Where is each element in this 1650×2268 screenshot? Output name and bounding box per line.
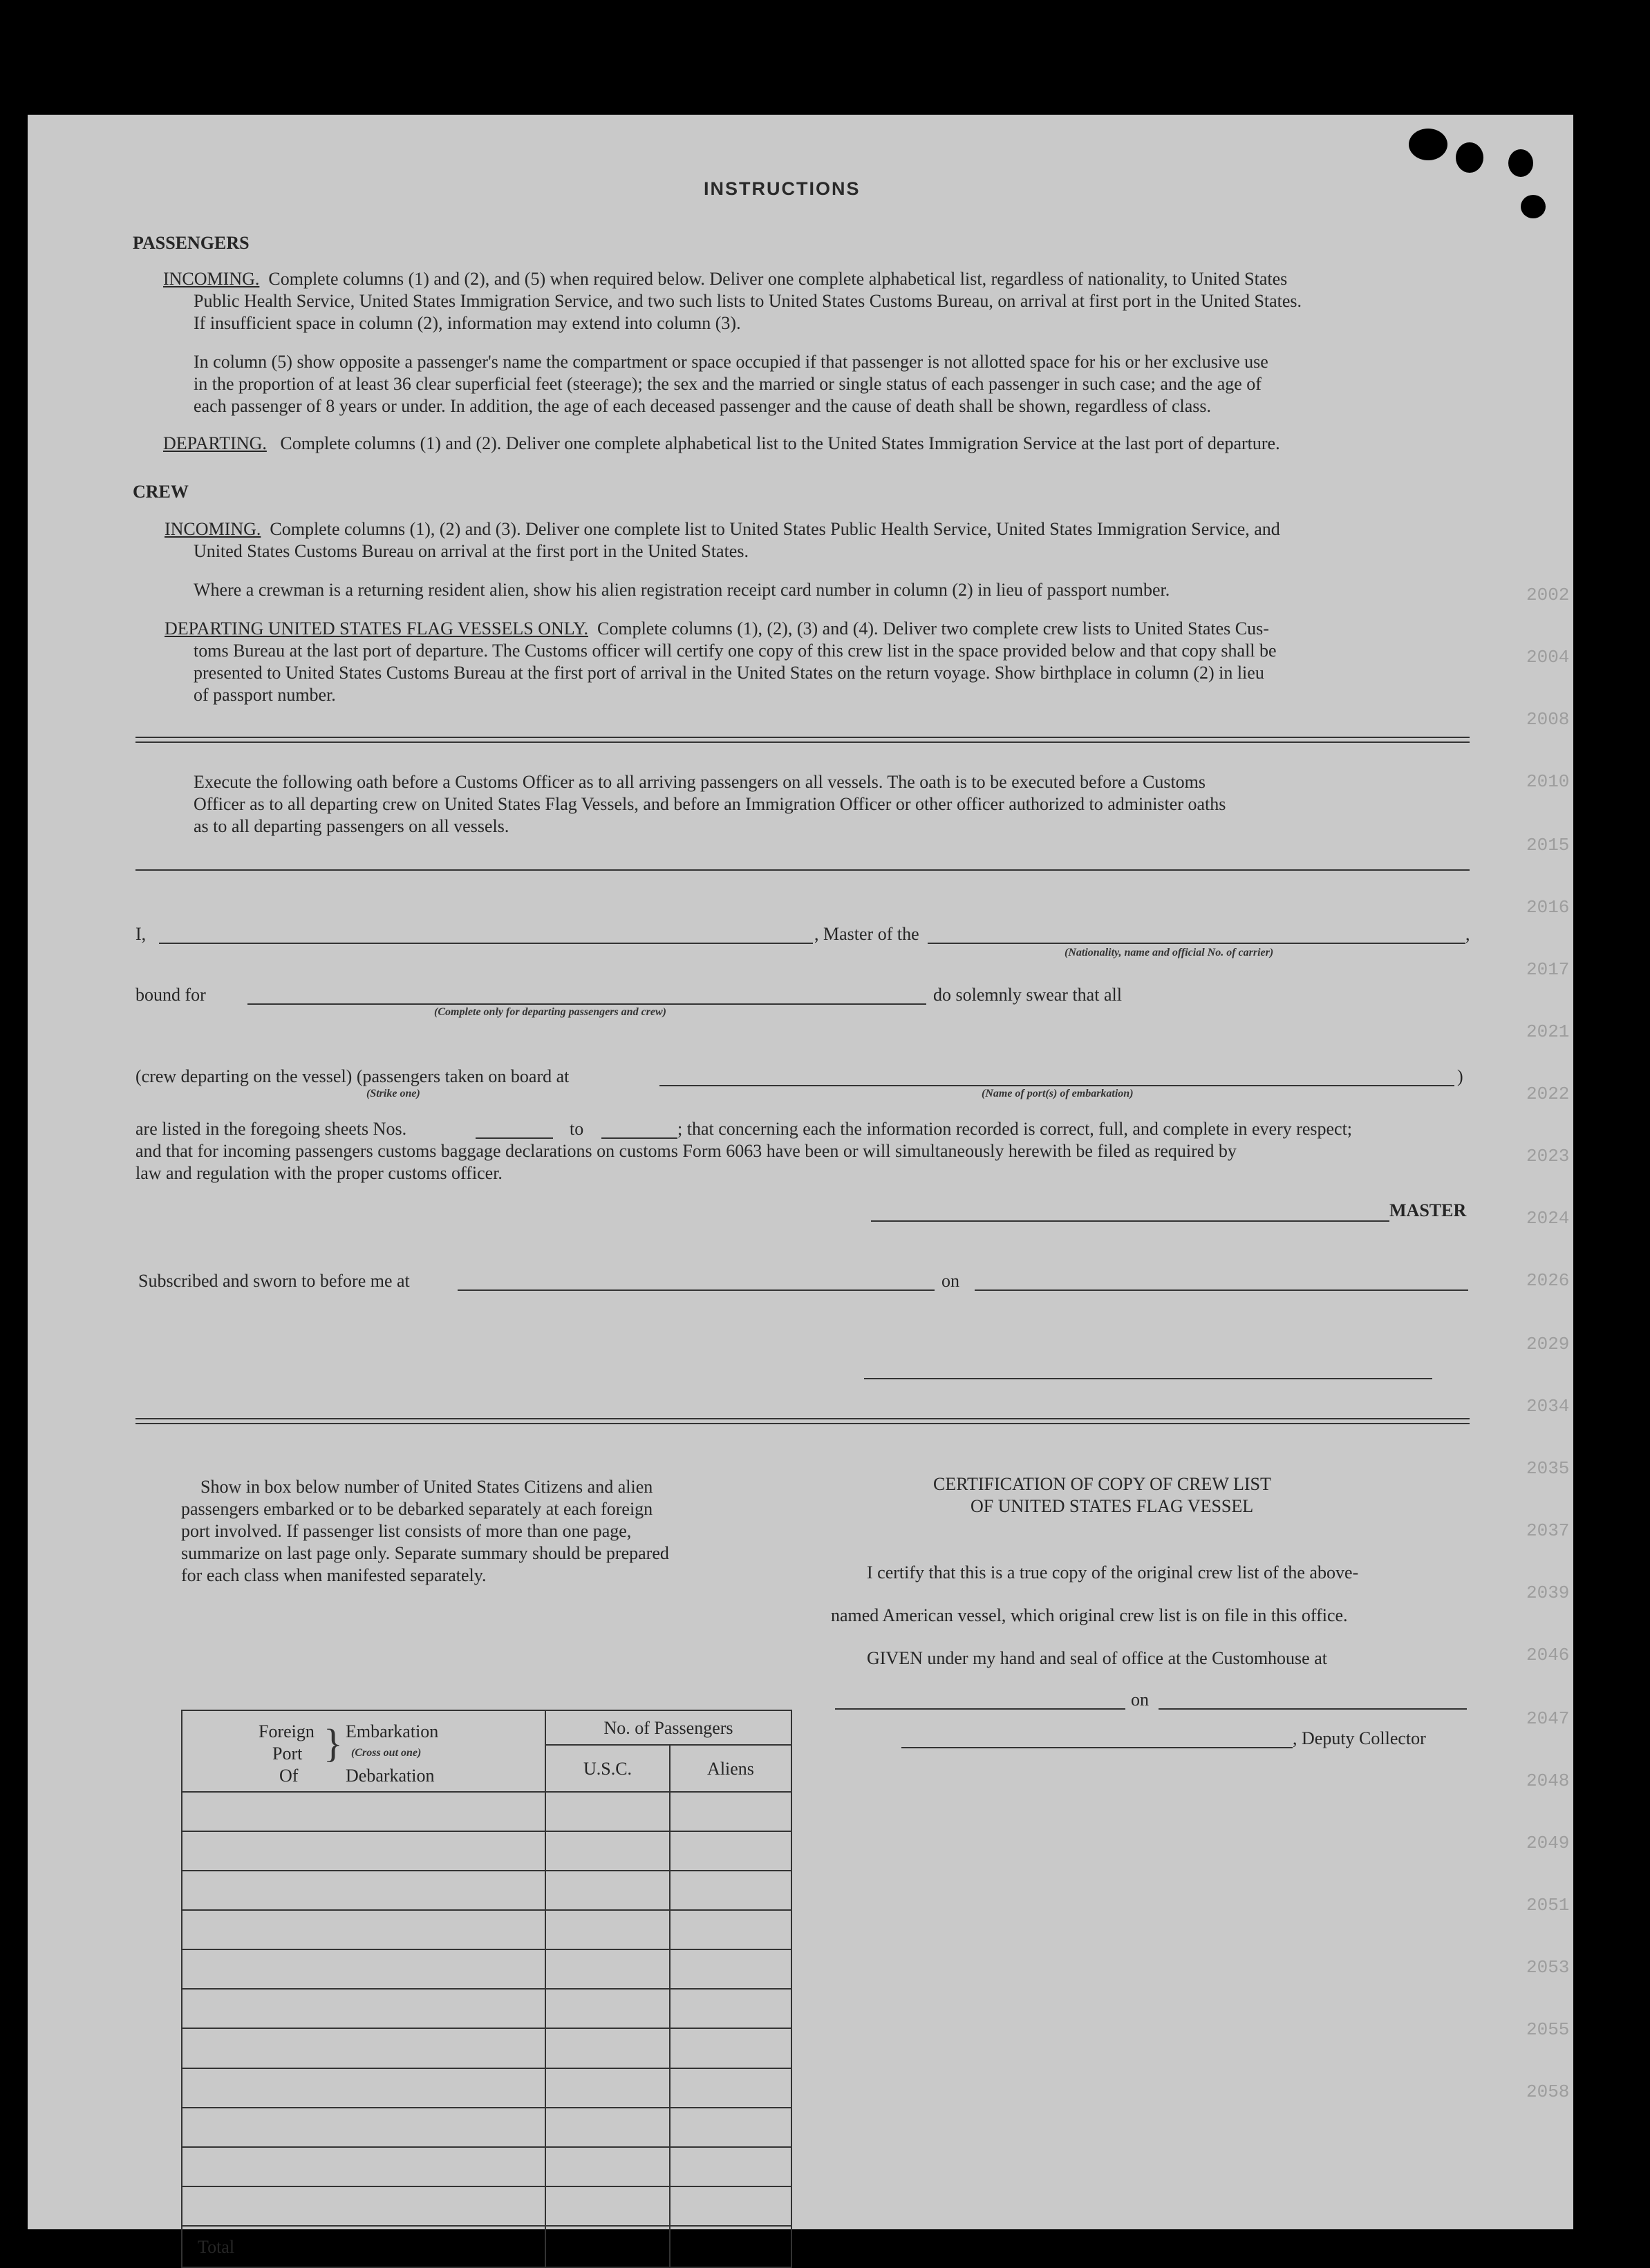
section-divider <box>135 737 1470 743</box>
crew-flag-label: DEPARTING UNITED STATES FLAG VESSELS ONLY. <box>165 618 588 639</box>
ports-hint: (Name of port(s) of embarkation) <box>982 1088 1134 1099</box>
passenger-summary-table <box>181 1710 792 2268</box>
certification-line1: I certify that this is a true copy of the original crew list of the above- <box>867 1562 1359 1582</box>
summary-aliens-cell[interactable] <box>670 1871 791 1910</box>
ghost-number: 2058 <box>1526 2081 1570 2102</box>
certification-line2: named American vessel, which original crew list is on file in this office. <box>831 1605 1348 1625</box>
port-header-cell <box>182 1710 545 1792</box>
foreign-label: Foreign <box>259 1721 315 1741</box>
total-label: Total <box>198 2236 235 2257</box>
ghost-number: 2017 <box>1526 959 1570 980</box>
summary-row <box>182 1910 791 1949</box>
no-passengers-label: No. of Passengers <box>603 1717 733 1738</box>
listed-sheets-text: ; that concerning each the information recorded is correct, full, and complete in every respect; <box>677 1119 1353 1139</box>
ghost-number: 2026 <box>1526 1270 1570 1291</box>
page-title: INSTRUCTIONS <box>704 178 861 199</box>
ghost-number: 2002 <box>1526 585 1570 605</box>
summary-row <box>182 1831 791 1871</box>
summary-port-cell[interactable] <box>182 2186 545 2226</box>
bound-for-hint: (Complete only for departing passengers and crew) <box>434 1006 666 1018</box>
ink-blot-4 <box>1521 195 1546 218</box>
crew-flag-line2: toms Bureau at the last port of departure. The Customs officer will certify one copy of this crew list in the space provided below and that copy shall be <box>194 641 1277 661</box>
summary-row <box>182 2028 791 2068</box>
summary-divider <box>135 1418 1470 1424</box>
debarkation-label: Debarkation <box>346 1766 435 1786</box>
summary-row <box>182 1792 791 1831</box>
carrier-comma: , <box>1465 924 1470 944</box>
summary-port-cell[interactable] <box>182 1949 545 1989</box>
ghost-number: 2048 <box>1526 1770 1570 1791</box>
ghost-number: 2051 <box>1526 1895 1570 1916</box>
carrier-hint: (Nationality, name and official No. of carrier) <box>1065 947 1274 958</box>
passengers-incoming-line2: Public Health Service, United States Immigration Service, and two such lists to United States Customs Bureau, on arrival at first port in the United States. <box>194 291 1302 311</box>
crew-flag-line3: presented to United States Customs Bureau at the first port of arrival in the United States on the return voyage. Show birthplace in column (2) in lieu <box>194 663 1264 683</box>
customhouse-location-field[interactable] <box>835 1708 1125 1710</box>
certification-title1: CERTIFICATION OF COPY OF CREW LIST <box>933 1474 1271 1494</box>
listed-line2: and that for incoming passengers customs baggage declarations on customs Form 6063 have been or will simultaneously herewith be filed as required by <box>135 1141 1237 1161</box>
col5-line3: each passenger of 8 years or under. In addition, the age of each deceased passenger and the cause of death shall be shown, regardless of class. <box>194 396 1212 416</box>
bound-for-label: bound for <box>135 985 206 1005</box>
carrier-field[interactable] <box>928 943 1465 944</box>
master-signature-field[interactable] <box>871 1220 1389 1222</box>
summary-row <box>182 1871 791 1910</box>
ghost-number: 2046 <box>1526 1645 1570 1665</box>
summary-intro-line3: port involved. If passenger list consists of more than one page, <box>181 1521 632 1541</box>
ink-blot-2 <box>1456 142 1483 173</box>
ghost-number: 2016 <box>1526 897 1570 918</box>
summary-usc-cell[interactable] <box>545 1871 670 1910</box>
port-label: Port <box>272 1743 303 1764</box>
oath-intro-line3: as to all departing passengers on all vessels. <box>194 816 509 836</box>
ghost-number: 2008 <box>1526 709 1570 730</box>
summary-intro-line5: for each class when manifested separately. <box>181 1565 487 1585</box>
ghost-number: 2049 <box>1526 1833 1570 1853</box>
crew-heading: CREW <box>133 482 189 502</box>
summary-total-row <box>182 2226 791 2267</box>
summary-row <box>182 2186 791 2226</box>
ghost-number: 2039 <box>1526 1582 1570 1603</box>
summary-port-cell[interactable] <box>182 1871 545 1910</box>
crew-departing-label: (crew departing on the vessel) (passengers taken on board at <box>135 1066 570 1086</box>
summary-usc-cell[interactable] <box>545 2068 670 2108</box>
sheet-to-label: to <box>570 1119 584 1139</box>
summary-usc-cell[interactable] <box>545 2147 670 2186</box>
ghost-number: 2034 <box>1526 1396 1570 1417</box>
bound-for-field[interactable] <box>247 1003 926 1005</box>
usc-label: U.S.C. <box>583 1758 632 1779</box>
listed-sheets-label: are listed in the foregoing sheets Nos. <box>135 1119 407 1139</box>
form-sheet <box>28 115 1573 2257</box>
ghost-number: 2024 <box>1526 1208 1570 1229</box>
swear-label: do solemnly swear that all <box>933 985 1122 1005</box>
ghost-number: 2053 <box>1526 1957 1570 1978</box>
ghost-number: 2029 <box>1526 1334 1570 1354</box>
summary-aliens-cell[interactable] <box>670 1831 791 1871</box>
listed-line3: law and regulation with the proper customs officer. <box>135 1163 503 1183</box>
master-name-field[interactable] <box>159 943 813 944</box>
crew-flag-line4: of passport number. <box>194 685 336 705</box>
summary-port-cell[interactable] <box>182 1792 545 1831</box>
crew-flag-text: Complete columns (1), (2), (3) and (4). Deliver two complete crew lists to United States Cus- <box>597 618 1269 639</box>
certification-line3: GIVEN under my hand and seal of office at the Customhouse at <box>867 1648 1327 1668</box>
ghost-number: 2055 <box>1526 2019 1570 2040</box>
sworn-date-field[interactable] <box>975 1289 1468 1291</box>
summary-usc-cell[interactable] <box>545 1831 670 1871</box>
summary-intro-line4: summarize on last page only. Separate summary should be prepared <box>181 1543 669 1563</box>
passengers-departing <box>163 433 1280 454</box>
passengers-incoming-text: Complete columns (1) and (2), and (5) when required below. Deliver one complete alphabetical list, regardless of nationality, to United States <box>268 269 1288 289</box>
summary-port-cell[interactable] <box>182 2028 545 2068</box>
total-usc-cell[interactable] <box>545 2226 670 2267</box>
summary-port-cell[interactable] <box>182 1831 545 1871</box>
usc-header <box>545 1745 670 1792</box>
summary-aliens-cell[interactable] <box>670 1910 791 1949</box>
certification-title2: OF UNITED STATES FLAG VESSEL <box>971 1496 1254 1516</box>
summary-usc-cell[interactable] <box>545 1792 670 1831</box>
sheet-from-field[interactable] <box>476 1137 553 1139</box>
sworn-location-field[interactable] <box>458 1289 935 1291</box>
embarkation-ports-field[interactable] <box>659 1085 1454 1086</box>
summary-port-cell[interactable] <box>182 1989 545 2028</box>
ghost-number: 2047 <box>1526 1708 1570 1729</box>
sheet-to-field[interactable] <box>601 1137 677 1139</box>
summary-usc-cell[interactable] <box>545 1910 670 1949</box>
of-label: Of <box>279 1766 299 1786</box>
strike-one-hint: (Strike one) <box>366 1088 420 1099</box>
crew-flag-line1 <box>165 618 1269 639</box>
summary-aliens-cell[interactable] <box>670 2068 791 2108</box>
summary-row <box>182 1949 791 1989</box>
sworn-on-label: on <box>941 1271 959 1291</box>
crew-incoming-label: INCOMING. <box>165 519 261 539</box>
embarkation-label: Embarkation <box>346 1721 439 1741</box>
summary-port-cell[interactable] <box>182 1910 545 1949</box>
brace-icon: } <box>324 1721 343 1766</box>
summary-row <box>182 2147 791 2186</box>
summary-port-cell[interactable] <box>182 2147 545 2186</box>
summary-intro-line1: Show in box below number of United States Citizens and alien <box>200 1477 653 1497</box>
deputy-collector-signature-field[interactable] <box>901 1747 1293 1748</box>
cross-out-hint: (Cross out one) <box>351 1747 422 1759</box>
subscribed-label: Subscribed and sworn to before me at <box>138 1271 410 1291</box>
ghost-number: 2021 <box>1526 1021 1570 1042</box>
col5-line2: in the proportion of at least 36 clear superficial feet (steerage); the sex and the married or single status of each passenger in such case; and the age of <box>194 374 1262 394</box>
summary-port-cell[interactable] <box>182 2068 545 2108</box>
summary-usc-cell[interactable] <box>545 1989 670 2028</box>
summary-usc-cell[interactable] <box>545 2108 670 2147</box>
passengers-heading: PASSENGERS <box>133 233 250 253</box>
summary-aliens-cell[interactable] <box>670 2108 791 2147</box>
aliens-label: Aliens <box>707 1758 754 1779</box>
summary-usc-cell[interactable] <box>545 2186 670 2226</box>
crew-incoming-text: Complete columns (1), (2) and (3). Deliver one complete list to United States Public Health Service, United States Immigration Service, and <box>270 519 1280 539</box>
summary-row <box>182 1989 791 2028</box>
summary-usc-cell[interactable] <box>545 1949 670 1989</box>
total-label-cell <box>182 2226 545 2267</box>
ink-blot-3 <box>1508 149 1533 177</box>
summary-aliens-cell[interactable] <box>670 1949 791 1989</box>
summary-port-cell[interactable] <box>182 2108 545 2147</box>
master-of-the-label: , Master of the <box>814 924 919 944</box>
summary-aliens-cell[interactable] <box>670 1792 791 1831</box>
certification-date-field[interactable] <box>1159 1708 1467 1710</box>
crew-incoming-line1 <box>165 518 1280 540</box>
ghost-number: 2015 <box>1526 835 1570 856</box>
ghost-number: 2037 <box>1526 1520 1570 1541</box>
summary-aliens-cell[interactable] <box>670 1989 791 2028</box>
oath-divider <box>135 869 1470 871</box>
ghost-number: 2035 <box>1526 1458 1570 1479</box>
passengers-incoming-label: INCOMING. <box>163 269 260 289</box>
summary-aliens-cell[interactable] <box>670 2186 791 2226</box>
ink-blot-1 <box>1409 129 1447 160</box>
summary-row <box>182 2108 791 2147</box>
summary-usc-cell[interactable] <box>545 2028 670 2068</box>
passengers-incoming-line3: If insufficient space in column (2), information may extend into column (3). <box>194 313 741 333</box>
total-aliens-cell[interactable] <box>670 2226 791 2267</box>
summary-aliens-cell[interactable] <box>670 2028 791 2068</box>
master-label: MASTER <box>1389 1200 1467 1220</box>
ghost-number: 2023 <box>1526 1146 1570 1166</box>
passengers-departing-text: Complete columns (1) and (2). Deliver one complete alphabetical list to the United States Immigration Service at the last port of departure. <box>280 433 1280 453</box>
col5-line1: In column (5) show opposite a passenger's name the compartment or space occupied if that passenger is not allotted space for his or her exclusive use <box>194 352 1268 372</box>
summary-aliens-cell[interactable] <box>670 2147 791 2186</box>
oath-intro-line2: Officer as to all departing crew on United States Flag Vessels, and before an Immigration Officer or other officer authorized to administer oaths <box>194 794 1226 814</box>
passengers-incoming-line1 <box>163 268 1287 290</box>
ghost-number: 2022 <box>1526 1084 1570 1104</box>
no-passengers-header <box>545 1710 791 1745</box>
close-paren: ) <box>1457 1066 1463 1086</box>
ghost-number: 2010 <box>1526 771 1570 792</box>
crew-incoming-line2: United States Customs Bureau on arrival at the first port in the United States. <box>194 541 749 561</box>
certification-on-label: on <box>1131 1690 1149 1710</box>
crew-resident-line: Where a crewman is a returning resident alien, show his alien registration receipt card number in column (2) in lieu of passport number. <box>194 580 1170 600</box>
aliens-header <box>670 1745 791 1792</box>
officer-signature-field[interactable] <box>864 1378 1432 1379</box>
oath-intro-line1: Execute the following oath before a Customs Officer as to all arriving passengers on all vessels. The oath is to be executed before a Customs <box>194 772 1206 792</box>
summary-intro-line2: passengers embarked or to be debarked separately at each foreign <box>181 1499 653 1519</box>
oath-i-label: I, <box>135 924 147 944</box>
ghost-number: 2004 <box>1526 647 1570 668</box>
summary-row <box>182 2068 791 2108</box>
passengers-departing-label: DEPARTING. <box>163 433 267 453</box>
deputy-collector-label: , Deputy Collector <box>1293 1728 1426 1748</box>
